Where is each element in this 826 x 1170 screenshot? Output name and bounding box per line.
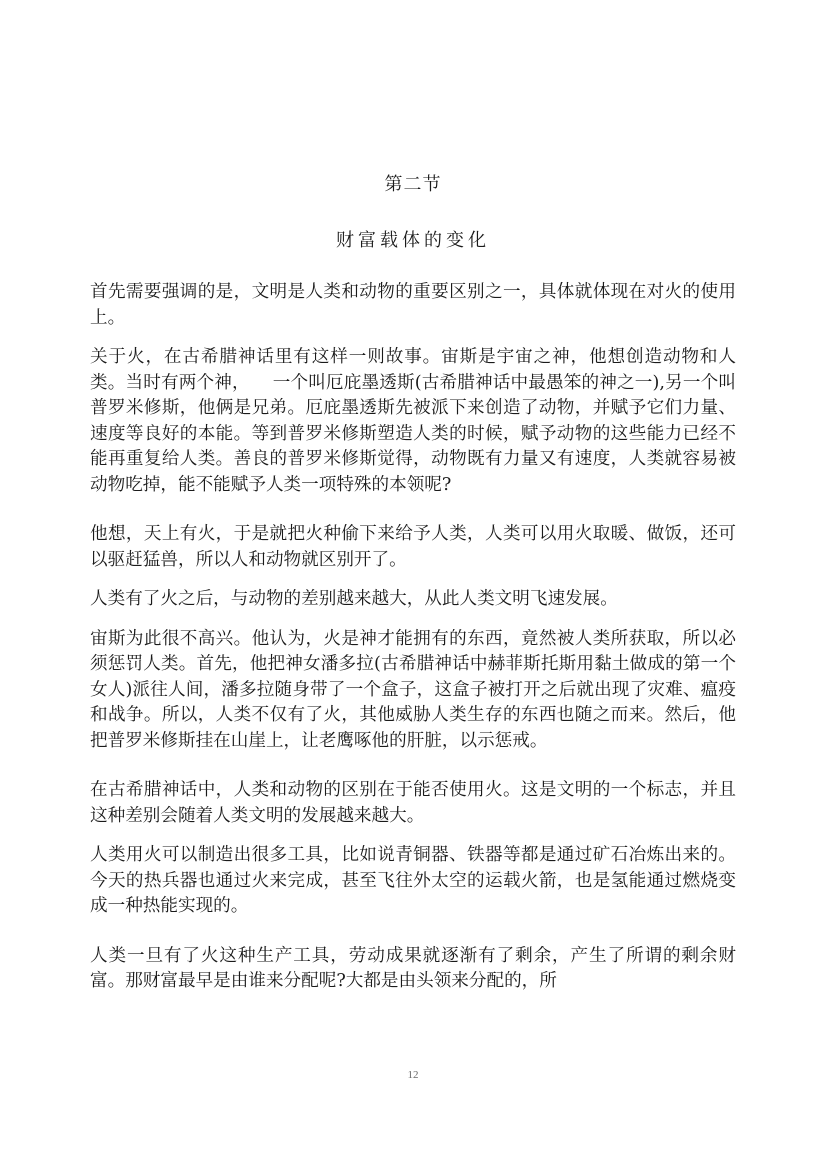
paragraph-2: 关于火，在古希腊神话里有这样一则故事。宙斯是宇宙之神，他想创造动物和人类。当时有两个神， 一个叫厄庇墨透斯(古希腊神话中最愚笨的神之一),另一个叫普罗米修斯，他俩是兄弟。厄庇墨透斯先被派下来创造了动物，并赋予它们力量、速度等良好的本能。等到普罗米修斯塑造人类的时候，赋予动物的这些能力已经不能再重复给人类。善良的普罗米修斯觉得，动物既有力量又有速度，人类就容易被动物吃掉，能不能赋予人类一项特殊的本领呢? [90,347,736,495]
section-number-heading: 第二节 [384,174,442,195]
paragraph-3: 他想，天上有火，于是就把火种偷下来给予人类，人类可以用火取暖、做饭，还可以驱赶猛兽，所以人和动物就区别开了。 [90,524,736,570]
paragraph-6: 在古希腊神话中，人类和动物的区别在于能否使用火。这是文明的一个标志，并且这种差别会随着人类文明的发展越来越大。 [90,780,736,826]
paragraph-8: 人类一旦有了火这种生产工具，劳动成果就逐渐有了剩余，产生了所谓的剩余财富。那财富最早是由谁来分配呢?大都是由头领来分配的，所 [90,945,736,991]
body-text [90,280,736,1009]
paragraph-5: 宙斯为此很不高兴。他认为，火是神才能拥有的东西，竟然被人类所获取，所以必须惩罚人类。首先，他把神女潘多拉(古希腊神话中赫菲斯托斯用黏土做成的第一个女人)派往人间，潘多拉随身带了一个盒子，这盒子被打开之后就出现了灾难、瘟疫和战争。所以，人类不仅有了火，其他威胁人类生存的东西也随之而来。然后，他把普罗米修斯挂在山崖上，让老鹰啄他的肝脏，以示惩戒。 [90,628,736,751]
page-number: 12 [407,1069,419,1081]
section-title-heading: 财富载体的变化 [336,230,490,251]
paragraph-1: 首先需要强调的是，文明是人类和动物的重要区别之一，具体就体现在对火的使用上。 [90,282,736,328]
paragraph-7: 人类用火可以制造出很多工具，比如说青铜器、铁器等都是通过矿石冶炼出来的。今天的热兵器也通过火来完成，甚至飞往外太空的运载火箭，也是氢能通过燃烧变成一种热能实现的。 [90,845,736,916]
paragraph-4: 人类有了火之后，与动物的差别越来越大，从此人类文明飞速发展。 [90,589,618,609]
